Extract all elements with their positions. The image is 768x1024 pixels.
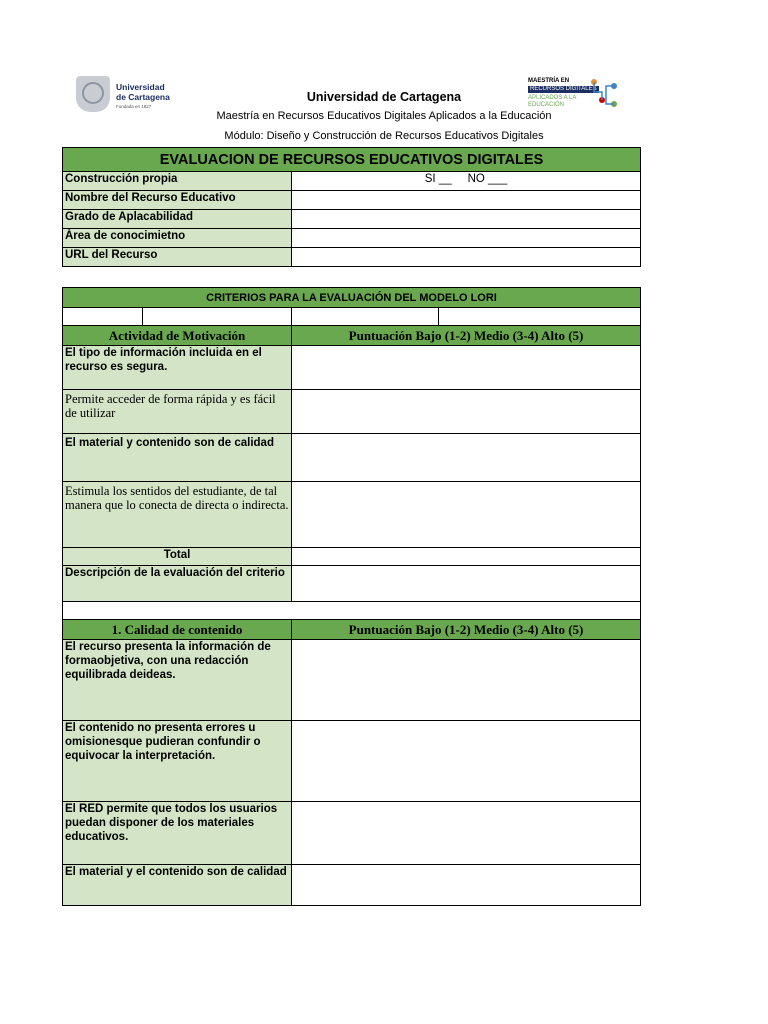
criterion-item: El RED permite que todos los usuarios puedan disponer de los materiales educativos. <box>63 802 292 865</box>
criterion-item: Estimula los sentidos del estudiante, de tal manera que lo conecta de directa o indirecta. <box>63 482 292 548</box>
area-conocimiento-field[interactable] <box>292 229 641 248</box>
nombre-recurso-field[interactable] <box>292 191 641 210</box>
score-cell[interactable] <box>292 482 641 548</box>
logo-name-line1: Universidad <box>116 82 165 92</box>
logo-name-line2: de Cartagena <box>116 92 170 102</box>
logo-founded: Fundada en 1827 <box>116 104 152 109</box>
form-title: EVALUACION DE RECURSOS EDUCATIVOS DIGITALES <box>63 148 641 172</box>
criterion-item: El tipo de información incluida en el recurso es segura. <box>63 346 292 390</box>
url-recurso-field[interactable] <box>292 248 641 267</box>
maestria-logo-line1: MAESTRÍA EN <box>528 78 570 84</box>
score-cell[interactable] <box>292 434 641 482</box>
form-label: Grado de Aplacabilidad <box>63 210 292 229</box>
spacer-row <box>63 602 641 620</box>
blank-cell[interactable] <box>63 308 143 326</box>
maestria-logo-line4: EDUCACIÓN <box>528 102 565 108</box>
description-cell[interactable] <box>292 566 641 602</box>
description-label: Descripción de la evaluación del criterio <box>63 566 292 602</box>
criterion-item: El material y contenido son de calidad <box>63 434 292 482</box>
blank-cell[interactable] <box>292 308 439 326</box>
score-cell[interactable] <box>292 390 641 434</box>
program-title: Maestría en Recursos Educativos Digitales Aplicados a la Educación <box>216 110 552 122</box>
score-cell[interactable] <box>292 346 641 390</box>
criterion-item: Permite acceder de forma rápida y es fácil de utilizar <box>63 390 292 434</box>
university-title: Universidad de Cartagena <box>306 90 462 104</box>
module-title: Módulo: Diseño y Construcción de Recursos Educativos Digitales <box>224 130 544 142</box>
criterion-item: El material y el contenido son de calidad <box>63 865 292 906</box>
score-cell[interactable] <box>292 802 641 865</box>
lori-criteria-table <box>62 287 641 906</box>
score-header: Puntuación Bajo (1-2) Medio (3-4) Alto (5) <box>292 326 641 346</box>
score-cell[interactable] <box>292 865 641 906</box>
form-label: Área de conocimietno <box>63 229 292 248</box>
total-score-cell[interactable] <box>292 548 641 566</box>
score-cell[interactable] <box>292 640 641 721</box>
construccion-propia-field[interactable]: SI __ NO ___ <box>292 172 641 191</box>
score-cell[interactable] <box>292 721 641 802</box>
blank-cell[interactable] <box>143 308 292 326</box>
motivation-header: Actividad de Motivación <box>63 326 292 346</box>
form-label: Construcción propia <box>63 172 292 191</box>
form-label: Nombre del Recurso Educativo <box>63 191 292 210</box>
grado-aplicabilidad-field[interactable] <box>292 210 641 229</box>
blank-cell[interactable] <box>439 308 641 326</box>
resource-info-table <box>62 147 641 267</box>
score-header: Puntuación Bajo (1-2) Medio (3-4) Alto (5) <box>292 620 641 640</box>
maestria-logo-line3: APLICADOS A LA <box>528 95 577 101</box>
criterion-item: El recurso presenta la información de formaobjetiva, con una redacción equilibrada deideas. <box>63 640 292 721</box>
lori-title: CRITERIOS PARA LA EVALUACIÓN DEL MODELO LORI <box>63 288 641 308</box>
quality-header: 1. Calidad de contenido <box>63 620 292 640</box>
criterion-item: El contenido no presenta errores u omisionesque pudieran confundir o equivocar la interpretación. <box>63 721 292 802</box>
form-label: URL del Recurso <box>63 248 292 267</box>
total-label: Total <box>63 548 292 566</box>
maestria-logo-line2: RECURSOS DIGITALES <box>530 86 597 92</box>
